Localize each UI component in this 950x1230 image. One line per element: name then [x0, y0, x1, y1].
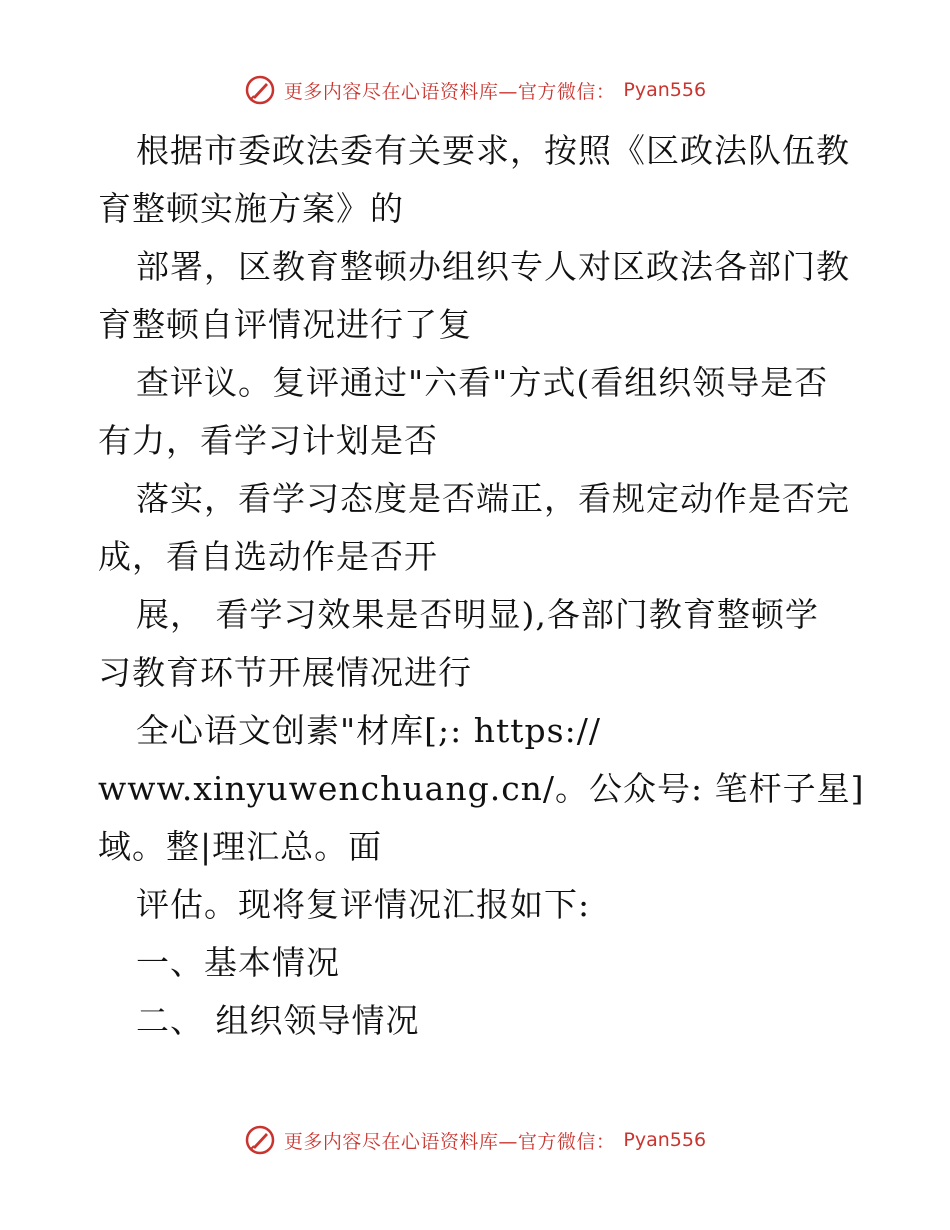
feather-pen-logo-icon [244, 1124, 276, 1156]
text-line: 全心语文创素"材库[;: https:// [136, 711, 601, 750]
text-line: 有力，看学习计划是否 [98, 421, 438, 460]
text-line: 展， 看学习效果是否明显),各部门教育整顿学 [136, 595, 819, 634]
footer-watermark [0, 1120, 950, 1160]
text-line: 育整顿实施方案》的 [98, 189, 404, 228]
text-line: 落实，看学习态度是否端正，看规定动作是否完 [136, 479, 850, 518]
text-line: 成，看自选动作是否开 [98, 537, 438, 576]
text-line: 二、 组织领导情况 [136, 1001, 420, 1040]
header-watermark [0, 70, 950, 110]
watermark-wechat-id: Pyan556 [623, 79, 707, 101]
text-line: www.xinyuwenchuang.cn/。公众号: 笔杆子星] [98, 769, 865, 808]
text-line: 部署，区教育整顿办组织专人对区政法各部门教 [136, 247, 850, 286]
text-line: 根据市委政法委有关要求，按照《区政法队伍教 [136, 131, 850, 170]
text-line: 域。整|理汇总。面 [98, 827, 383, 866]
text-line: 育整顿自评情况进行了复 [98, 305, 472, 344]
feather-pen-logo-icon [244, 74, 276, 106]
document-body [98, 122, 865, 1050]
watermark-text: 更多内容尽在心语资料库—官方微信： [283, 1130, 616, 1153]
watermark-wechat-id: Pyan556 [623, 1129, 707, 1151]
watermark-text: 更多内容尽在心语资料库—官方微信： [283, 80, 616, 103]
text-line: 评估。现将复评情况汇报如下: [136, 885, 591, 924]
text-line: 查评议。复评通过"六看"方式(看组织领导是否 [136, 363, 829, 402]
text-line: 一、基本情况 [136, 943, 340, 982]
text-line: 习教育环节开展情况进行 [98, 653, 472, 692]
